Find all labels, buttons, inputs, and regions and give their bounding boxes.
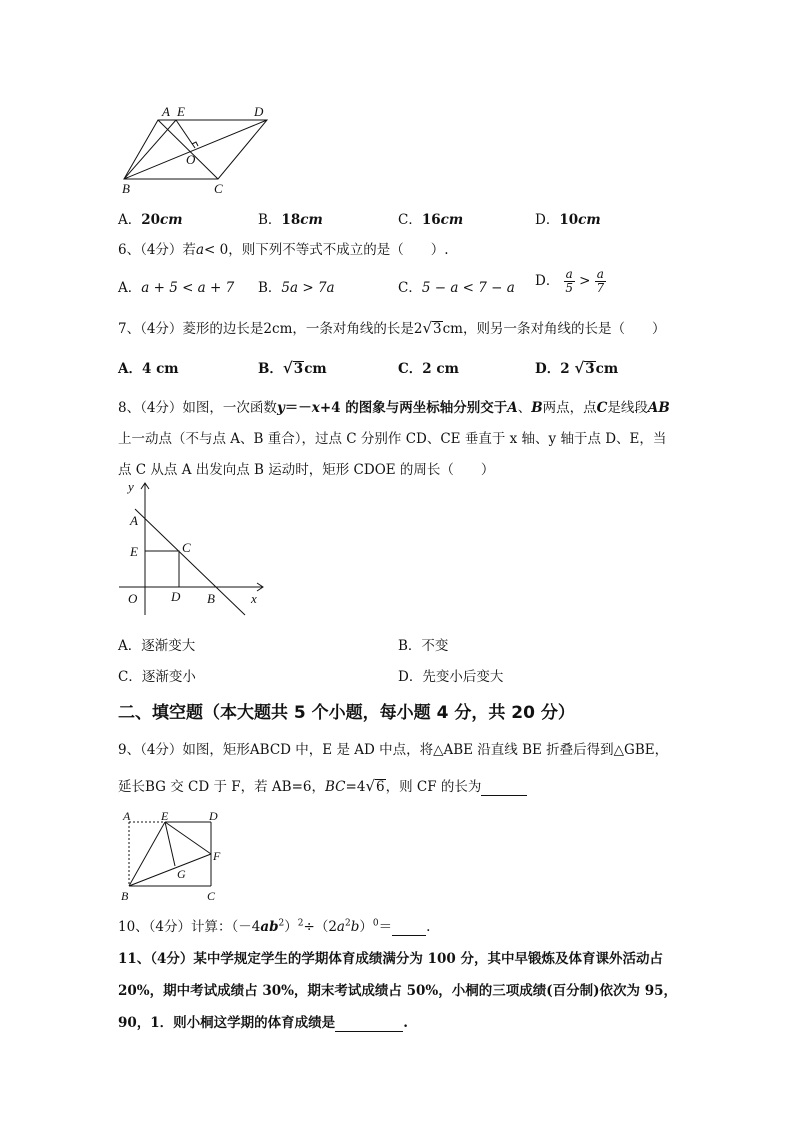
label-b: B [207,591,215,606]
label-b: B [121,889,129,903]
q8-stem-line2: 上一动点（不与点 A、B 重合），过点 C 分别作 CD、CE 垂直于 x 轴、y 轴于点 D、E，当 [118,431,667,447]
q6-option-d[interactable]: D． $\frac{a}{5}$ > $\frac{a}{7}$ [535,267,605,295]
q8-option-b[interactable]: B．不变 [398,638,449,654]
section-title-fill-in: 二、填空题（本大题共 5 个小题，每小题 4 分，共 20 分） [118,703,575,723]
label-a: A [162,104,170,119]
q5-option-b[interactable]: B．18cm [258,212,323,228]
q11-stem-line3: 90，1．则小桐这学期的体育成绩是 . [118,1015,408,1031]
q6-stem: 6、（4分）若a< 0，则下列不等式不成立的是（ ）. [118,242,449,258]
label-g: G [177,867,186,881]
label-c: C [182,540,191,555]
segment-be [129,822,165,886]
label-d: D [171,589,181,604]
label-c: C [214,181,223,196]
label-o: O [128,591,138,606]
q11-stem-line2: 20%，期中考试成绩占 30%，期末考试成绩占 50%，小桐的三项成绩(百分制)依次为 95， [118,983,678,999]
q7-stem: 7、（4分）菱形的边长是2cm，一条对角线的长是2√3cm，则另一条对角线的长是（ ） [118,319,666,337]
function-line [135,509,245,615]
q8-stem-line1: 8、（4分）如图，一次函数y＝－x+4 的图象与两坐标轴分别交于A、B两点，点C是线段AB [118,400,670,416]
q8-option-a[interactable]: A．逐渐变大 [118,638,196,654]
segment-eg [165,822,175,866]
parallelogram-figure [110,100,280,200]
q6-option-b[interactable]: B．5a > 7a [258,280,335,296]
label-y: y [128,479,134,494]
q5-option-a[interactable]: A．20cm [118,212,183,228]
label-e: E [130,544,138,559]
linear-function-graph [115,477,275,617]
q8-stem-line3: 点 C 从点 A 出发向点 B 运动时，矩形 CDOE 的周长（ ） [118,462,495,478]
q8-option-d[interactable]: D．先变小后变大 [398,669,504,685]
answer-blank[interactable] [335,1015,403,1032]
q5-option-d[interactable]: D．10cm [535,212,601,228]
q7-option-b[interactable]: B．√3cm [258,359,327,377]
q7-option-a[interactable]: A．4 cm [118,361,179,377]
fraction-a-over-5: $\frac{a}{5}$ [565,267,574,295]
label-e: E [177,104,185,119]
label-o: O [186,152,196,167]
segment-bf [129,854,211,886]
q6-option-c[interactable]: C．5 − a < 7 − a [398,280,515,296]
q6-option-a[interactable]: A．a + 5 < a + 7 [118,280,235,296]
label-a: A [130,513,138,528]
q7-option-c[interactable]: C．2 cm [398,361,459,377]
label-f: F [213,849,221,863]
answer-blank[interactable] [481,779,527,796]
segment-be [124,120,176,179]
label-d: D [209,809,218,823]
q10-stem: 10、（4分）计算：$(-4ab^2)^2\div(2a^2b)^0=$ . [118,918,431,935]
label-c: C [207,889,216,903]
q8-option-c[interactable]: C．逐渐变小 [118,669,196,685]
segment-ef [165,822,211,854]
answer-blank[interactable] [392,919,426,936]
q9-stem-line2: 延长BG 交 CD 于 F，若 AB=6，BC=4√6，则 CF 的长为 [118,775,527,796]
label-b: B [122,181,130,196]
q9-stem-line1: 9、（4分）如图，矩形ABCD 中，E 是 AD 中点，将△ABE 沿直线 BE 折叠后得到△GBE， [118,742,669,758]
label-e: E [161,809,169,823]
diagonal-bd [124,120,267,179]
rectangle-cdoe [145,551,179,587]
q11-stem-line1: 11、（4分）某中学规定学生的学期体育成绩满分为 100 分，其中早锻炼及体育课外活动占 [118,951,664,967]
label-x: x [251,591,257,606]
q5-option-c[interactable]: C．16cm [398,212,464,228]
q7-option-d[interactable]: D．2 √3cm [535,359,619,377]
fraction-a-over-7: $\frac{a}{7}$ [596,267,605,295]
label-d: D [254,104,264,119]
diagonal-ac [158,120,218,179]
label-a: A [123,809,131,823]
rectangle-fold-figure [115,808,235,904]
